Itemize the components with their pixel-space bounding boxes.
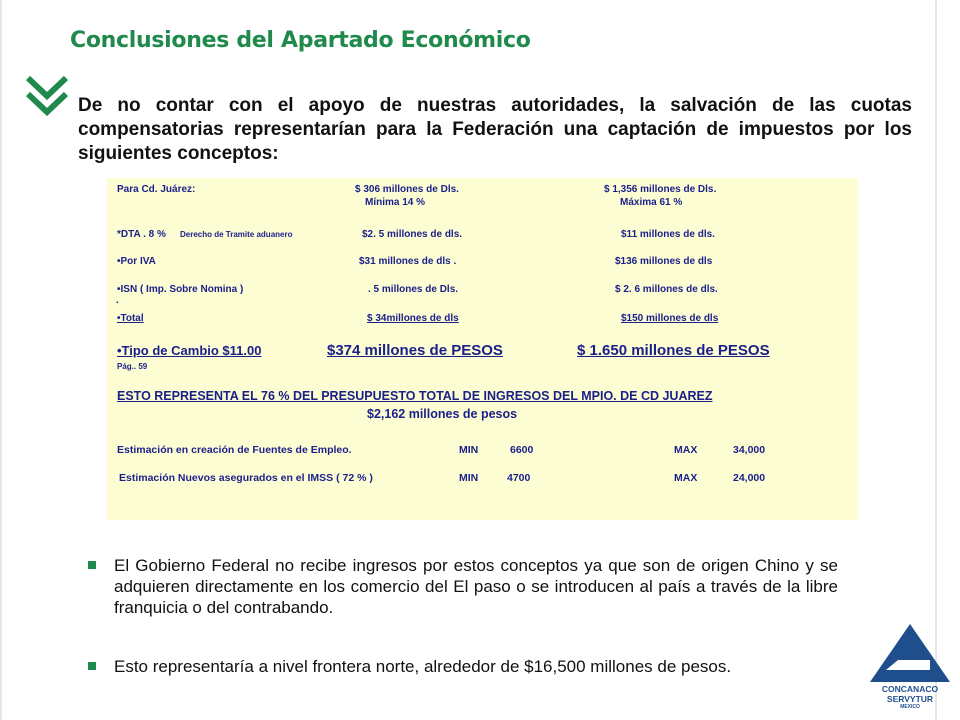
row-label: Estimación Nuevos asegurados en el IMSS ( 72 % ) [119, 472, 373, 484]
logo-country: MEXICO [900, 704, 920, 710]
row-min: . 5 millones de Dls. [368, 284, 459, 295]
min-label: MIN [459, 472, 479, 484]
min-value: 6600 [510, 444, 534, 456]
square-bullet-icon [88, 561, 96, 569]
min-value: 4700 [507, 472, 531, 484]
row-max-amount: $ 1,356 millones de Dls. [604, 184, 717, 195]
max-label: MAX [674, 444, 698, 456]
logo-sub: SERVYTUR [886, 694, 934, 704]
row-max: $ 2. 6 millones de dls. [615, 284, 718, 295]
page-title: Conclusiones del Apartado Económico [70, 28, 531, 53]
min-label: MIN [459, 444, 479, 456]
row-label: •Total [117, 313, 144, 324]
square-bullet-icon [88, 662, 96, 670]
background-line [0, 0, 2, 720]
row-min: $2. 5 millones de dls. [362, 229, 463, 240]
logo-name: CONCANACO [881, 684, 939, 694]
row-max-pct: Máxima 61 % [620, 197, 683, 208]
row-label: Estimación en creación de Fuentes de Empleo. [117, 444, 352, 456]
row-label: *DTA . 8 % [117, 229, 166, 240]
concanaco-logo [868, 622, 952, 718]
stray-dot: . [116, 295, 119, 306]
row-label: •Por IVA [117, 256, 156, 267]
bullet-text: Esto representaría a nivel frontera norte, alrededor de $16,500 millones de pesos. [114, 657, 732, 676]
page-ref: Pág.. 59 [117, 362, 148, 371]
tax-table [107, 178, 858, 520]
row-min-amount: $ 306 millones de Dls. [355, 184, 459, 195]
row-max: $11 millones de dls. [621, 229, 715, 240]
intro-paragraph: De no contar con el apoyo de nuestras autoridades, la salvación de las cuotas compensatorias representarían para la Federación una captación de impuestos por los siguientes conceptos: [78, 95, 912, 164]
row-min: $31 millones de dls . [359, 256, 457, 267]
row-min: $374 millones de PESOS [327, 342, 503, 359]
double-chevron-icon [22, 72, 72, 122]
row-label: •ISN ( Imp. Sobre Nomina ) [117, 284, 244, 295]
bullet-text: El Gobierno Federal no recibe ingresos por estos conceptos ya que son de origen Chino y se adquieren directamente en los comercio del El paso o se introducen al país a través de la libre franquicia o del contrabando. [114, 556, 838, 617]
represent-subtext: $2,162 millones de pesos [367, 407, 518, 421]
represent-text: ESTO REPRESENTA EL 76 % DEL PRESUPUESTO TOTAL DE INGRESOS DEL MPIO. DE CD JUAREZ [117, 389, 713, 403]
max-value: 24,000 [733, 472, 766, 484]
row-max: $136 millones de dls [615, 256, 713, 267]
background-line [935, 0, 937, 720]
max-label: MAX [674, 472, 698, 484]
row-label-small: Derecho de Tramite aduanero [180, 230, 293, 239]
row-label: •Tipo de Cambio $11.00 [117, 343, 262, 358]
row-max: $ 1.650 millones de PESOS [577, 342, 770, 359]
row-min: $ 34millones de dls [367, 313, 459, 324]
triangle-logo-icon [868, 622, 952, 684]
row-label: Para Cd. Juárez: [117, 184, 196, 195]
max-value: 34,000 [733, 444, 766, 456]
row-min-pct: Mínima 14 % [365, 197, 426, 208]
row-max: $150 millones de dls [621, 313, 719, 324]
